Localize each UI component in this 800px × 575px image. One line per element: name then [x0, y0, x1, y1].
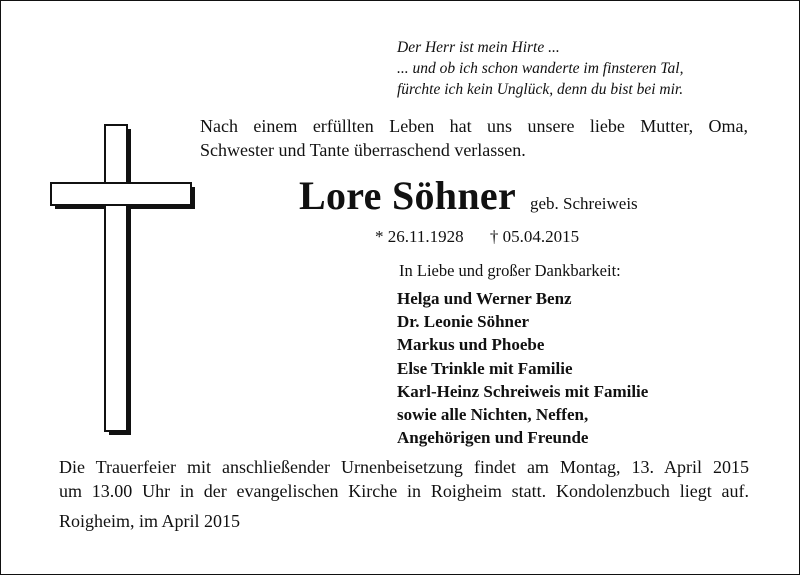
intro-text: [200, 114, 748, 162]
mourner-line: Karl-Heinz Schreiweis mit Familie: [397, 381, 649, 401]
mourner-line: Else Trinkle mit Familie: [397, 358, 573, 378]
intro-line-1: Nach einem erfüllten Leben hat uns unsere liebe Mutter, Oma,: [200, 116, 748, 136]
christian-cross-icon: [49, 123, 199, 437]
maiden-name: geb. Schreiweis: [530, 194, 638, 213]
mourner-line: Angehörigen und Freunde: [397, 428, 589, 448]
quote-line-3: fürchte ich kein Unglück, denn du bist bei mir.: [397, 81, 684, 98]
funeral-details: [59, 455, 749, 503]
mourners-list: [397, 287, 648, 449]
deceased-name-row: [299, 173, 638, 219]
bible-quote: [397, 37, 683, 100]
funeral-line-2: um 13.00 Uhr in der evangelischen Kirche in Roigheim statt. Kondolenzbuch liegt auf.: [59, 481, 749, 501]
mourner-line: Dr. Leonie Söhner: [397, 312, 530, 332]
life-dates: [375, 227, 579, 247]
quote-line-2: ... und ob ich schon wanderte im finsteren Tal,: [397, 60, 684, 77]
intro-line-2: Schwester und Tante überraschend verlassen.: [200, 140, 526, 160]
place-and-date: Roigheim, im April 2015: [59, 511, 241, 531]
deceased-name: Lore Söhner: [299, 173, 517, 218]
mourners-heading: In Liebe und großer Dankbarkeit:: [399, 261, 621, 280]
mourner-line: Helga und Werner Benz: [397, 289, 572, 308]
mourner-line: sowie alle Nichten, Neffen,: [397, 405, 589, 425]
mourner-line: Markus und Phoebe: [397, 335, 545, 355]
death-date: † 05.04.2015: [489, 227, 580, 246]
funeral-line-1: Die Trauerfeier mit anschließender Urnenbeisetzung findet am Montag, 13. April 2015: [59, 457, 749, 477]
quote-line-1: Der Herr ist mein Hirte ...: [397, 39, 560, 56]
birth-date: * 26.11.1928: [375, 227, 464, 246]
